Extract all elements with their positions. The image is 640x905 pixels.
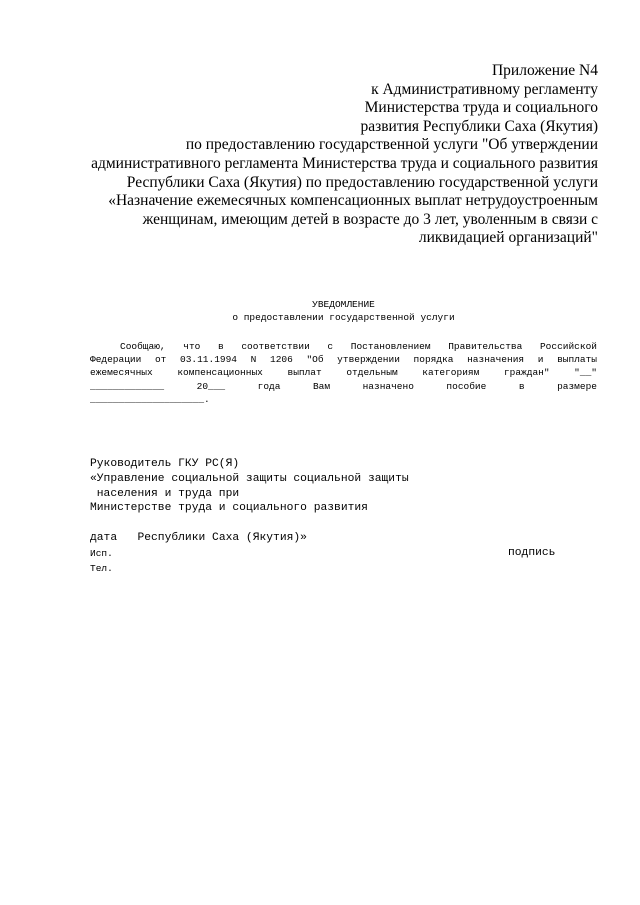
signer-line: Министерстве труда и социального развития (90, 502, 368, 515)
header-line: «Назначение ежемесячных компенсационных выплат нетрудоустроенным (108, 192, 598, 210)
header-line: к Административному регламенту (371, 80, 598, 98)
signer-line: населения и труда при (90, 487, 240, 500)
executor-label: Исп. (90, 547, 113, 559)
title-subheading: о предоставлении государственной услуги (232, 312, 455, 323)
signer-line: Республики Саха (Якутия)» (130, 531, 307, 544)
signature-block (90, 457, 597, 576)
header-line: Приложение N4 (491, 62, 598, 79)
signer-line: Руководитель ГКУ РС(Я) (90, 458, 240, 470)
phone-label: Тел. (90, 562, 113, 574)
document-title (90, 298, 597, 324)
title-heading: УВЕДОМЛЕНИЕ (312, 299, 375, 310)
header-line: ликвидацией организаций" (418, 229, 598, 247)
signature-label: подпись (508, 546, 556, 559)
header-line: по предоставлению государственной услуги "Об утверждении (185, 136, 598, 154)
notice-line: ежемесячных компенсационных выплат отдельным категориям граждан" "__" (90, 367, 597, 379)
header-line: административного регламента Министерства труда и социального развития (91, 154, 598, 172)
header-line: Министерства труда и социального (364, 99, 598, 117)
header-line: развития Республики Саха (Якутия) (360, 117, 598, 135)
notice-line: _____________ 20___ года Вам назначено пособие в размере (90, 380, 597, 392)
notice-line: ____________________. (90, 393, 210, 405)
notice-line: Федерации от 03.11.1994 N 1206 "Об утверждении порядка назначения и выплаты (90, 354, 597, 366)
date-label: дата (90, 531, 118, 544)
header-line: женщинам, имеющим детей в возрасте до 3 лет, уволенным в связи с (142, 210, 598, 228)
appendix-header (78, 62, 598, 248)
notice-body (90, 340, 597, 406)
header-line: Республики Саха (Якутия) по предоставлению государственной услуги (126, 173, 598, 191)
notice-line: Сообщаю, что в соответствии с Постановлением Правительства Российской (120, 341, 597, 352)
signer-line: «Управление социальной защиты социальной защиты (90, 472, 409, 485)
